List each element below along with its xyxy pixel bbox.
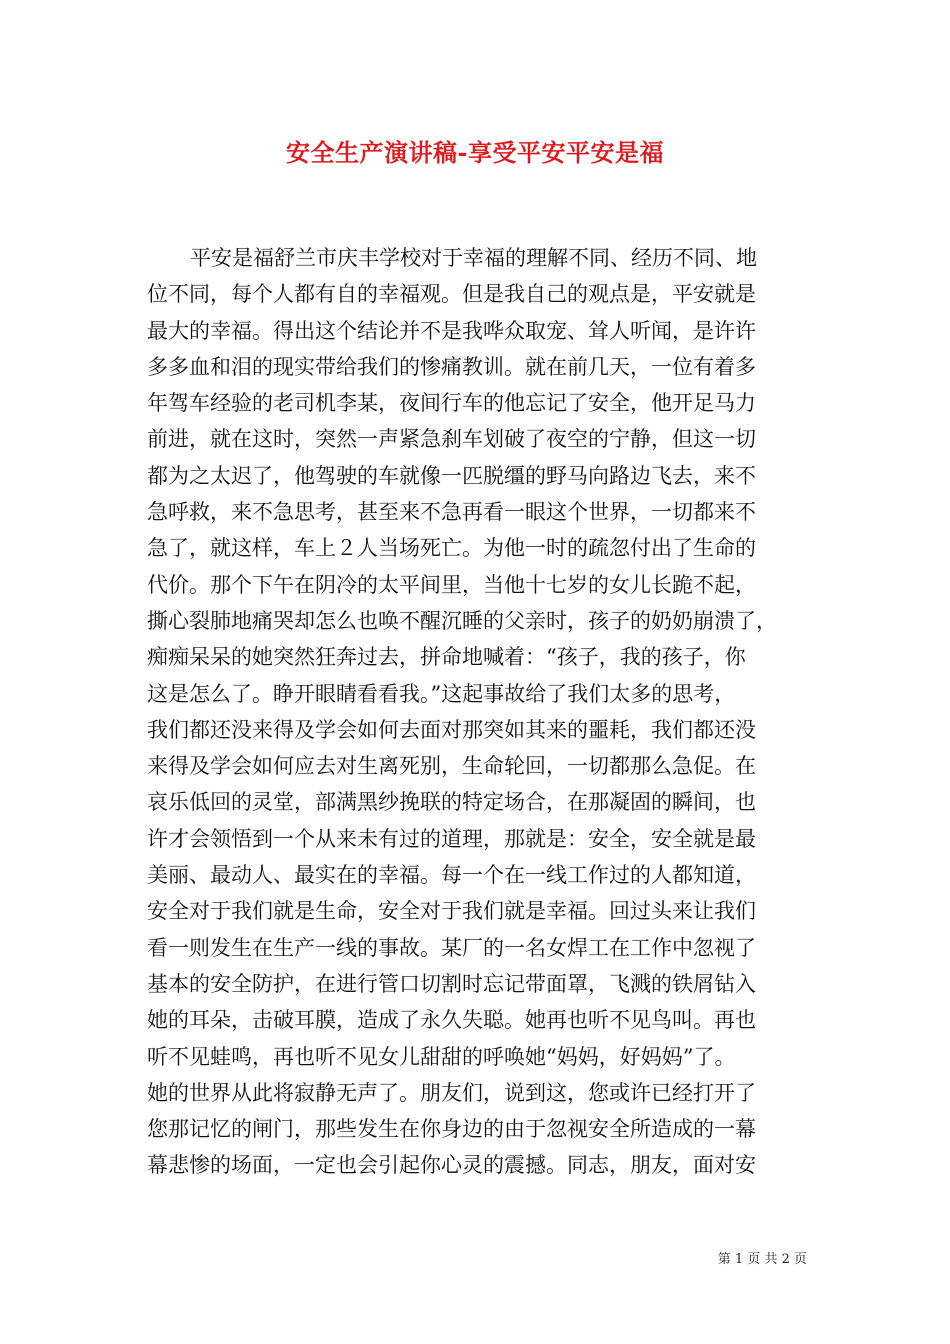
- paragraph-line: 您那记忆的闸门，那些发生在你身边的由于忽视安全所造成的一幕: [147, 1117, 756, 1142]
- paragraph-line: 我们都还没来得及学会如何去面对那突如其来的噩耗，我们都还没: [147, 717, 756, 742]
- paragraph-line: 年驾车经验的老司机李某，夜间行车的他忘记了安全，他开足马力: [147, 391, 756, 416]
- paragraph-line: 平安是福舒兰市庆丰学校对于幸福的理解不同、经历不同、地: [190, 246, 757, 270]
- paragraph-line: 多多血和泪的现实带给我们的惨痛教训。就在前几天，一位有着多: [147, 354, 756, 379]
- document-body: [147, 240, 807, 1184]
- paragraph-line: 急呼救，来不急思考，甚至来不急再看一眼这个世界，一切都来不: [147, 500, 756, 525]
- paragraph-line: 美丽、最动人、最实在的幸福。每一个在一线工作过的人都知道，: [147, 863, 756, 888]
- paragraph-line: 代价。那个下午在阴冷的太平间里，当他十七岁的女儿长跪不起，: [147, 572, 756, 597]
- paragraph-line: 哀乐低回的灵堂，部满黑纱挽联的特定场合，在那凝固的瞬间，也: [147, 790, 756, 815]
- paragraph-line: 最大的幸福。得出这个结论并不是我哗众取宠、耸人听闻，是许许: [147, 318, 756, 343]
- document-title: 安全生产演讲稿-享受平安平安是福: [286, 138, 664, 167]
- paragraph-line: 基本的安全防护，在进行管口切割时忘记带面罩，飞溅的铁屑钻入: [147, 971, 756, 996]
- paragraph-line: 前进，就在这时，突然一声紧急刹车划破了夜空的宁静，但这一切: [147, 427, 756, 452]
- paragraph-line: 这是怎么了。睁开眼睛看看我。”这起事故给了我们太多的思考，: [147, 681, 736, 706]
- paragraph-line: 撕心裂肺地痛哭却怎么也唤不醒沉睡的父亲时，孩子的奶奶崩溃了，: [147, 608, 777, 633]
- paragraph-line: 听不见蛙鸣，再也听不见女儿甜甜的呼唤她“妈妈，好妈妈”了。: [147, 1044, 736, 1069]
- paragraph-line: 位不同，每个人都有自的幸福观。但是我自己的观点是，平安就是: [147, 282, 756, 307]
- paragraph-line: 幕悲惨的场面，一定也会引起你心灵的震撼。同志，朋友，面对安: [147, 1153, 756, 1178]
- paragraph-line: 许才会领悟到一个从来未有过的道理，那就是：安全，安全就是最: [147, 826, 756, 851]
- paragraph-line: 看一则发生在生产一线的事故。某厂的一名女焊工在工作中忽视了: [147, 935, 756, 960]
- paragraph-line: 她的世界从此将寂静无声了。朋友们，说到这，您或许已经打开了: [147, 1080, 756, 1105]
- page-number: 第 1 页 共 2 页: [717, 1252, 807, 1267]
- paragraph-line: 都为之太迟了，他驾驶的车就像一匹脱缰的野马向路边飞去，来不: [147, 463, 756, 488]
- paragraph-line: 痴痴呆呆的她突然狂奔过去，拼命地喊着：“孩子，我的孩子，你: [147, 645, 746, 670]
- paragraph-line: 安全对于我们就是生命，安全对于我们就是幸福。回过头来让我们: [147, 899, 756, 924]
- paragraph-line: 来得及学会如何应去对生离死别，生命轮回，一切都那么急促。在: [147, 754, 756, 779]
- paragraph-line: 她的耳朵，击破耳膜，造成了永久失聪。她再也听不见鸟叫。再也: [147, 1008, 756, 1033]
- paragraph-line: 急了，就这样，车上２人当场死亡。为他一时的疏忽付出了生命的: [147, 536, 756, 561]
